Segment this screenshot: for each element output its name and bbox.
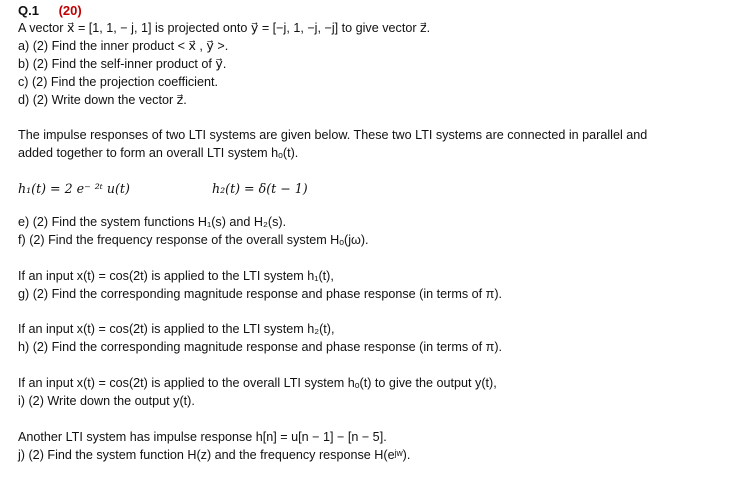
part-g-intro: If an input x(t) = cos(2t) is applied to the LTI system h₁(t), xyxy=(18,269,334,283)
part-c: c) (2) Find the projection coefficient. xyxy=(18,75,218,89)
question-label: Q.1 xyxy=(18,3,39,18)
part-i: i) (2) Write down the output y(t). xyxy=(18,394,195,408)
discrete-system-intro: Another LTI system has impulse response h[n] = u[n − 1] − [n − 5]. xyxy=(18,430,387,444)
impulse-response-h2: h₂(t) = δ(t − 1) xyxy=(212,181,308,196)
part-h-intro: If an input x(t) = cos(2t) is applied to the LTI system h₂(t), xyxy=(18,322,335,336)
part-g: g) (2) Find the corresponding magnitude response and phase response (in terms of π). xyxy=(18,287,503,301)
part-f: f) (2) Find the frequency response of the overall system Hₒ(jω). xyxy=(18,233,369,247)
part-i-intro: If an input x(t) = cos(2t) is applied to the overall LTI system hₒ(t) to give the output y(t), xyxy=(18,376,497,390)
part-d: d) (2) Write down the vector z⃗. xyxy=(18,93,187,107)
lti-intro-line-2: added together to form an overall LTI system hₒ(t). xyxy=(18,146,299,160)
question-points: (20) xyxy=(58,3,82,18)
question-heading xyxy=(18,2,82,20)
lti-intro-line-1: The impulse responses of two LTI systems are given below. These two LTI systems are connected in parallel and xyxy=(18,128,648,142)
part-h: h) (2) Find the corresponding magnitude response and phase response (in terms of π). xyxy=(18,340,503,354)
impulse-response-h1: h₁(t) = 2 e⁻ ²ᵗ u(t) xyxy=(18,181,130,196)
part-e: e) (2) Find the system functions H₁(s) and H₂(s). xyxy=(18,215,287,229)
part-j: j) (2) Find the system function H(z) and the frequency response H(eʲʷ). xyxy=(18,448,411,462)
part-a: a) (2) Find the inner product < x⃗ , y⃗ >. xyxy=(18,39,229,53)
vector-projection-intro: A vector x⃗ = [1, 1, − j, 1] is projected onto y⃗ = [−j, 1, −j, −j] to give vector z⃗. xyxy=(18,21,431,35)
part-b: b) (2) Find the self-inner product of y⃗. xyxy=(18,57,227,71)
